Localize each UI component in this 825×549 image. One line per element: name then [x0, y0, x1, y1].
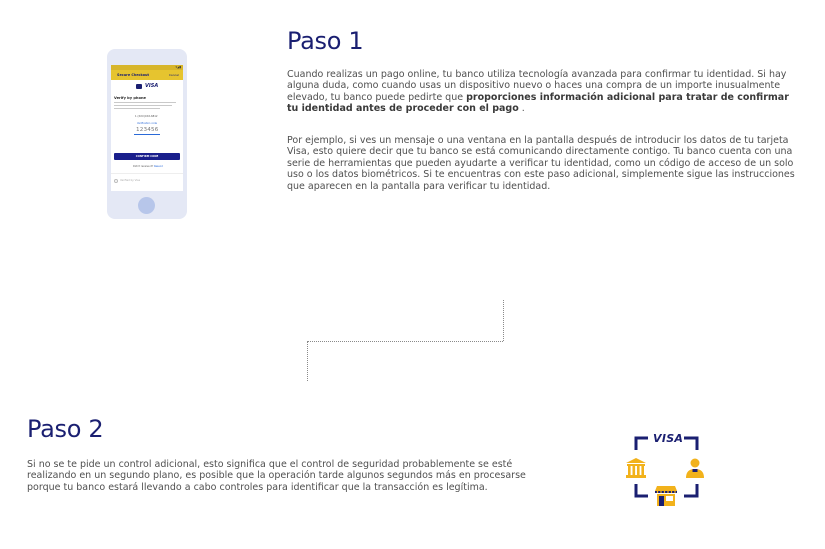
step1-para1-end: .	[518, 103, 525, 115]
phone-header-title: Secure Checkout	[117, 73, 150, 77]
step1-title: Paso 1	[287, 27, 364, 55]
status-icons: ▾◢▮	[175, 65, 181, 69]
code-field-value: 123456	[136, 127, 159, 133]
phone-text-line	[114, 108, 160, 109]
security-check-icon	[624, 432, 708, 510]
connector-line	[307, 341, 308, 381]
step1-para1-text: Cuando realizas un pago online, tu banco utiliza tecnología avanzada para confirmar tu identidad. Si hay alguna duda, como cuando usas un dispositivo nuevo o haces una compra de un importe inusualmente elevado, tu banco puede pedirte que	[287, 69, 787, 103]
bank-logo-icon	[136, 84, 142, 89]
phone-screen-title: Verify by phone	[114, 96, 146, 100]
phone-screen	[111, 65, 183, 191]
step1-paragraph-2: Por ejemplo, si ves un mensaje o una ventana en la pantalla después de introducir los datos de tu tarjeta Visa, esto quiere decir que tu banco se está comunicando directamente contigo. Tu banco cuenta con una serie de herramientas que pueden ayudarte a verificar tu identidad, como un código de acceso de un solo uso o los datos biométricos. Si te encuentras con este paso adicional, simplemente sigue las instrucciones que aparecen en la pantalla para verificar tu identidad.	[287, 135, 795, 192]
phone-home-button-icon	[138, 197, 155, 214]
phone-divider	[111, 173, 183, 174]
phone-text-line	[114, 102, 176, 103]
step2-title: Paso 2	[27, 415, 104, 443]
store-icon	[655, 486, 677, 506]
connector-line	[503, 300, 504, 341]
phone-number-label: 1 (XXX)XXX-6812	[135, 115, 158, 118]
code-field-label: Verification code	[137, 122, 157, 125]
resend-link: Resend	[154, 165, 163, 168]
phone-cancel-link: Cancel	[168, 73, 179, 77]
resend-text	[133, 165, 163, 168]
verified-icon	[114, 179, 118, 183]
person-icon	[686, 459, 704, 479]
visa-logo: VISA	[653, 432, 684, 445]
visa-logo: VISA	[145, 83, 159, 89]
connector-line	[308, 341, 503, 342]
confirm-code-button-label: CONFIRM CODE	[135, 154, 159, 158]
step2-paragraph: Si no se te pide un control adicional, esto significa que el control de seguridad probablemente se esté realizando en un segundo plano, es posible que la operación tarde algunos segundos más en procesarse porque tu banco estará llevando a cabo controles para identificar que la transacción es legítima.	[27, 459, 526, 493]
phone-header	[111, 70, 183, 80]
resend-prompt: Didn't receive it?	[133, 165, 154, 168]
step1-para1-bold: proporciones información adicional para tratar de confirmar tu identidad antes de proceder con el pago	[287, 91, 789, 115]
code-field-underline	[134, 134, 160, 135]
bank-icon	[626, 458, 646, 478]
step1-paragraph-1	[287, 69, 792, 115]
phone-logos	[136, 84, 160, 89]
confirm-code-button	[114, 153, 180, 160]
phone-text-line	[114, 105, 172, 106]
phone-footer-text: Verified by Visa	[120, 179, 141, 182]
